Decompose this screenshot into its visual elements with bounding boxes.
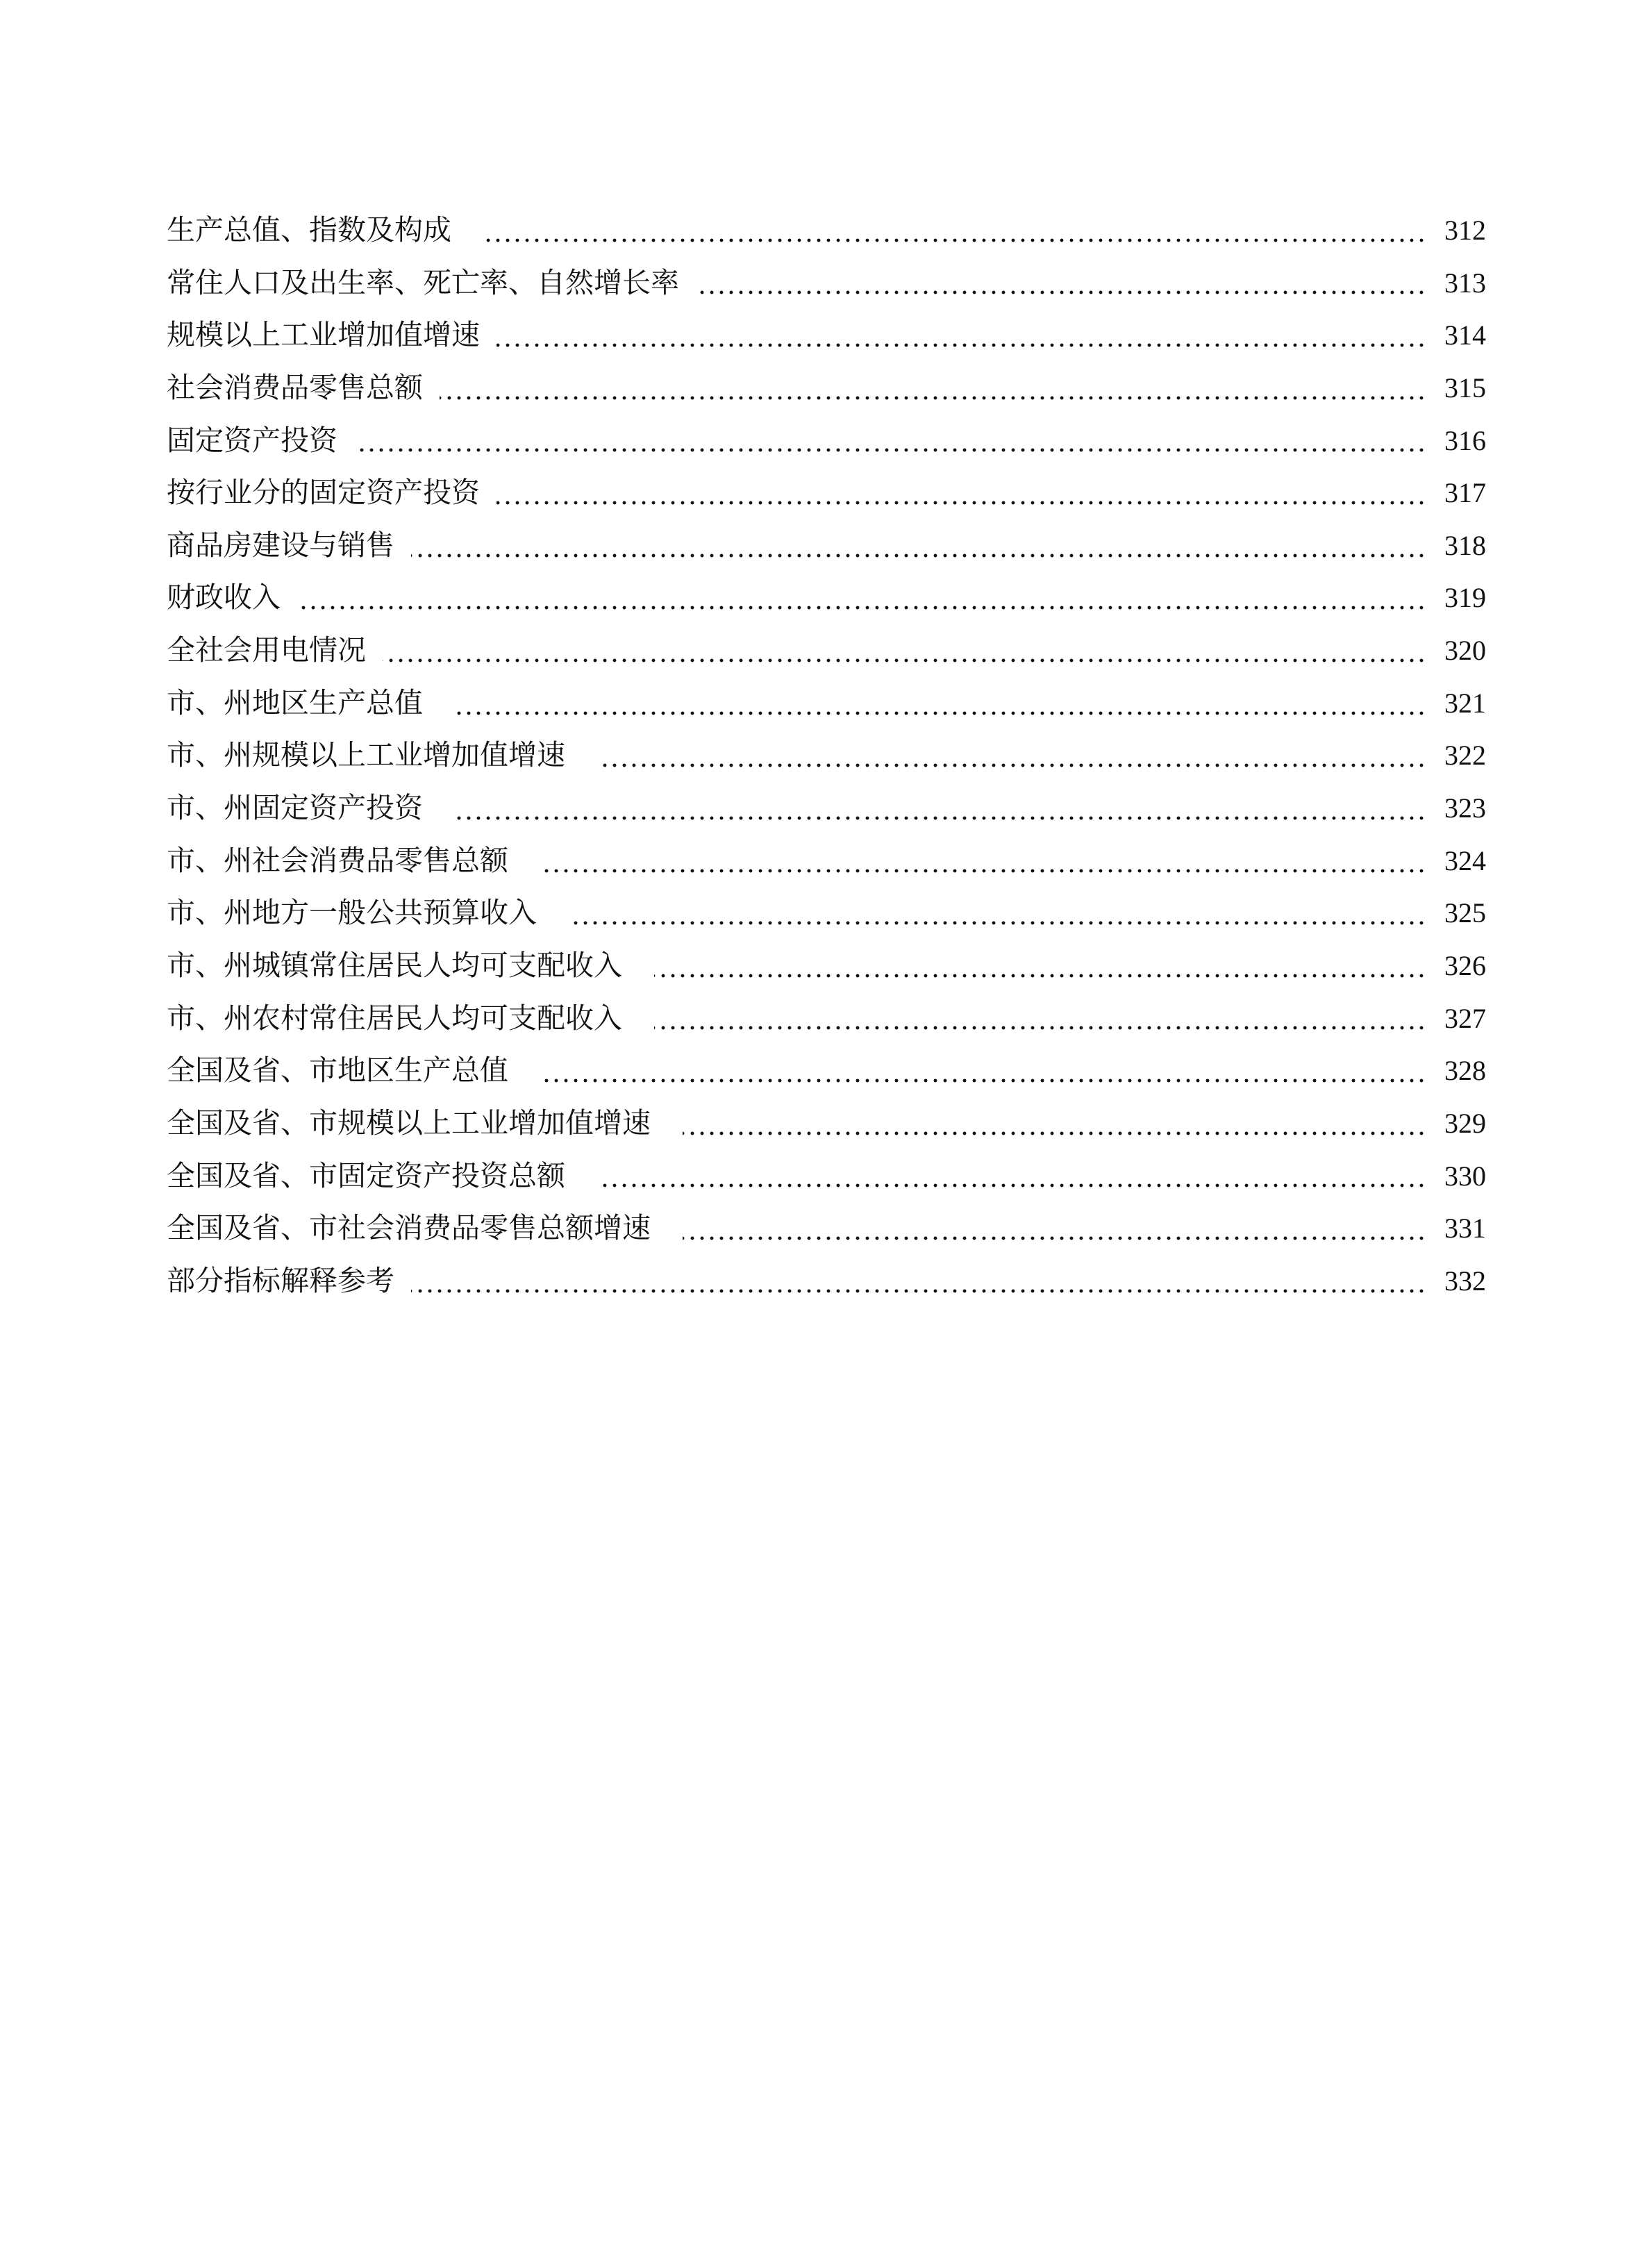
toc-entry-title: 全国及省、市固定资产投资总额 [167,1159,565,1192]
toc-entry[interactable] [167,1103,1486,1156]
toc-entry-title: 固定资产投资 [167,424,337,456]
dot-leader [654,974,1426,978]
dot-leader [354,448,1426,452]
toc-entry[interactable] [167,1208,1486,1260]
toc-entry-page: 315 [1444,372,1486,403]
toc-entry-page: 319 [1444,582,1486,614]
toc-entry-title: 按行业分的固定资产投资 [167,476,480,509]
toc-entry-title: 市、州城镇常住居民人均可支配收入 [167,949,622,981]
toc-entry-page: 321 [1444,687,1486,719]
toc-entry[interactable] [167,840,1486,893]
toc-entry-title: 商品房建设与销售 [167,528,394,561]
toc-entry-title: 规模以上工业增加值增速 [167,319,480,351]
toc-entry-page: 325 [1444,897,1486,929]
toc-entry-page: 327 [1444,1002,1486,1034]
dot-leader [383,658,1426,663]
toc-entry-title: 全国及省、市社会消费品零售总额增速 [167,1212,651,1244]
dot-leader [597,1183,1426,1188]
toc-entry-title: 市、州农村常住居民人均可支配收入 [167,1001,622,1034]
toc-entry[interactable] [167,945,1486,998]
toc-entry-title: 全国及省、市规模以上工业增加值增速 [167,1106,651,1139]
toc-entry-page: 331 [1444,1213,1486,1244]
toc-entry-page: 330 [1444,1160,1486,1192]
toc-entry[interactable] [167,892,1486,945]
toc-entry-page: 318 [1444,529,1486,561]
toc-entry-title: 全社会用电情况 [167,634,366,667]
dot-leader [497,501,1426,505]
toc-entry-title: 部分指标解释参考 [167,1264,394,1297]
dot-leader [540,1078,1426,1083]
toc-entry-title: 财政收入 [167,581,281,614]
toc-entry[interactable] [167,1050,1486,1103]
toc-entry[interactable] [167,683,1486,735]
toc-entry-page: 317 [1444,477,1486,509]
toc-entry-page: 313 [1444,267,1486,299]
dot-leader [411,1289,1426,1293]
toc-entry[interactable] [167,998,1486,1051]
toc-entry-page: 320 [1444,635,1486,667]
dot-leader [654,1026,1426,1030]
toc-entry[interactable] [167,735,1486,788]
dot-leader [455,711,1426,715]
toc-entry-title: 市、州地方一般公共预算收入 [167,897,537,929]
dot-leader [597,763,1426,767]
toc-entry[interactable] [167,472,1486,525]
toc-entry-page: 328 [1444,1055,1486,1087]
toc-entry[interactable] [167,367,1486,420]
toc-entry[interactable] [167,1156,1486,1208]
dot-leader [540,869,1426,873]
toc-entry-title: 市、州社会消费品零售总额 [167,844,508,876]
toc-entry-page: 316 [1444,424,1486,456]
toc-entry-page: 312 [1444,215,1486,246]
toc-entry-page: 332 [1444,1265,1486,1297]
dot-leader [569,921,1426,925]
dot-leader [455,816,1426,820]
toc-entry-title: 社会消费品零售总额 [167,371,423,403]
toc-entry-title: 市、州固定资产投资 [167,792,423,824]
toc-entry[interactable] [167,210,1486,263]
toc-entry[interactable] [167,263,1486,315]
toc-entry-title: 市、州规模以上工业增加值增速 [167,739,565,772]
toc-entry[interactable] [167,420,1486,473]
toc-entry[interactable] [167,525,1486,578]
toc-entry-title: 常住人口及出生率、死亡率、自然增长率 [167,266,679,299]
toc-entry-page: 322 [1444,740,1486,772]
toc-entry[interactable] [167,1260,1486,1313]
toc-entry[interactable] [167,630,1486,683]
toc-entry-page: 323 [1444,792,1486,824]
toc-entry[interactable] [167,315,1486,367]
toc-entry-page: 324 [1444,844,1486,876]
toc-entry-page: 314 [1444,319,1486,351]
toc-entry-title: 生产总值、指数及构成 [167,214,451,246]
dot-leader [683,1131,1426,1135]
table-of-contents [167,210,1486,1313]
toc-entry-page: 329 [1444,1107,1486,1139]
toc-entry-title: 全国及省、市地区生产总值 [167,1054,508,1087]
toc-entry[interactable] [167,577,1486,630]
dot-leader [497,343,1426,347]
toc-entry-page: 326 [1444,949,1486,981]
dot-leader [440,396,1426,400]
toc-entry[interactable] [167,788,1486,840]
dot-leader [683,1236,1426,1240]
dot-leader [411,553,1426,558]
dot-leader [483,238,1426,242]
toc-entry-title: 市、州地区生产总值 [167,686,423,719]
dot-leader [297,606,1426,610]
dot-leader [696,290,1426,294]
